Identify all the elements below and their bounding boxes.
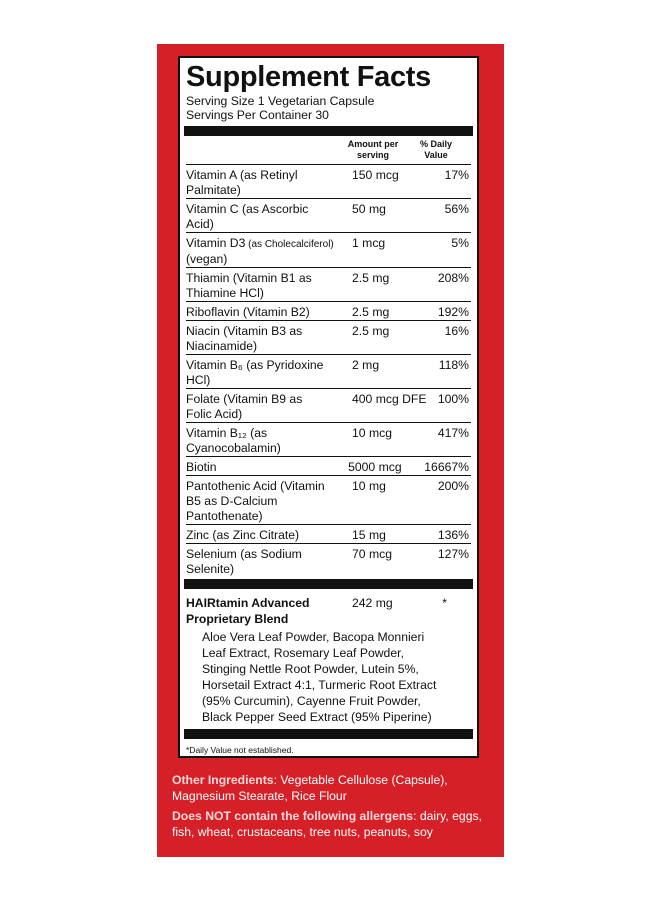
other-ingredients-label: Other Ingredients — [172, 773, 274, 787]
table-row: Niacin (Vitamin B3 as Niacinamide) 2.5 mg 16% — [186, 320, 471, 354]
serving-size: Serving Size 1 Vegetarian Capsule — [186, 94, 375, 108]
servings-per-container: Servings Per Container 30 — [186, 108, 329, 122]
table-row: Vitamin C (as Ascorbic Acid) 50 mg 56% — [186, 198, 471, 232]
thick-divider — [184, 579, 473, 589]
table-row: Vitamin B₆ (as Pyridoxine HCl) 2 mg 118% — [186, 354, 471, 388]
table-row: Folate (Vitamin B9 as Folic Acid) 400 mcg DFE 100% — [186, 388, 471, 422]
supplement-facts-label — [178, 56, 479, 758]
table-row: Riboflavin (Vitamin B2) 2.5 mg 192% — [186, 301, 471, 320]
table-row: Biotin 5000 mcg 16667% — [186, 456, 471, 475]
table-row: Vitamin D3 (as Cholecalciferol) (vegan) 1 mcg 5% — [186, 232, 471, 267]
page-title: Supplement Facts — [186, 61, 431, 93]
proprietary-blend-row: HAIRtamin Advanced Proprietary Blend 242 mg * — [186, 596, 447, 626]
other-ingredients-section: Other Ingredients: Vegetable Cellulose (Capsule), Magnesium Stearate, Rice Flour Does NOT contain the following allergens: dairy, eggs, fish, wheat, crustaceans, tree nuts, peanuts, soy — [172, 772, 497, 840]
table-row: Thiamin (Vitamin B1 as Thiamine HCl) 2.5 mg 208% — [186, 267, 471, 301]
footnote: *Daily Value not established. — [186, 745, 294, 755]
table-row: Vitamin B₁₂ (as Cyanocobalamin) 10 mcg 417% — [186, 422, 471, 456]
table-row: Selenium (as Sodium Selenite) 70 mcg 127% — [186, 543, 471, 577]
allergen-statement: Does NOT contain the following allergens: dairy, eggs, — [172, 809, 482, 823]
thick-divider — [184, 126, 473, 136]
table-row: Vitamin A (as Retinyl Palmitate) 150 mcg 17% — [186, 164, 471, 198]
table-row: Zinc (as Zinc Citrate) 15 mg 136% — [186, 524, 471, 543]
table-row: Pantothenic Acid (Vitamin B5 as D-Calcium Pantothenate) 10 mg 200% — [186, 475, 471, 524]
thick-divider — [184, 729, 473, 739]
amount-header: Amount per serving — [347, 139, 399, 160]
table-header — [186, 136, 471, 164]
blend-ingredients: Aloe Vera Leaf Powder, Bacopa Monnieri Leaf Extract, Rosemary Leaf Powder, Stinging Nettle Root Powder, Lutein 5%, Horsetail Extract 4:1, Turmeric Root Extract (95% Curcumin), Cayenne Fruit Powder, Black Pepper Seed Extract (95% Piperine) — [202, 630, 437, 724]
daily-value-header: % Daily Value — [419, 139, 452, 160]
